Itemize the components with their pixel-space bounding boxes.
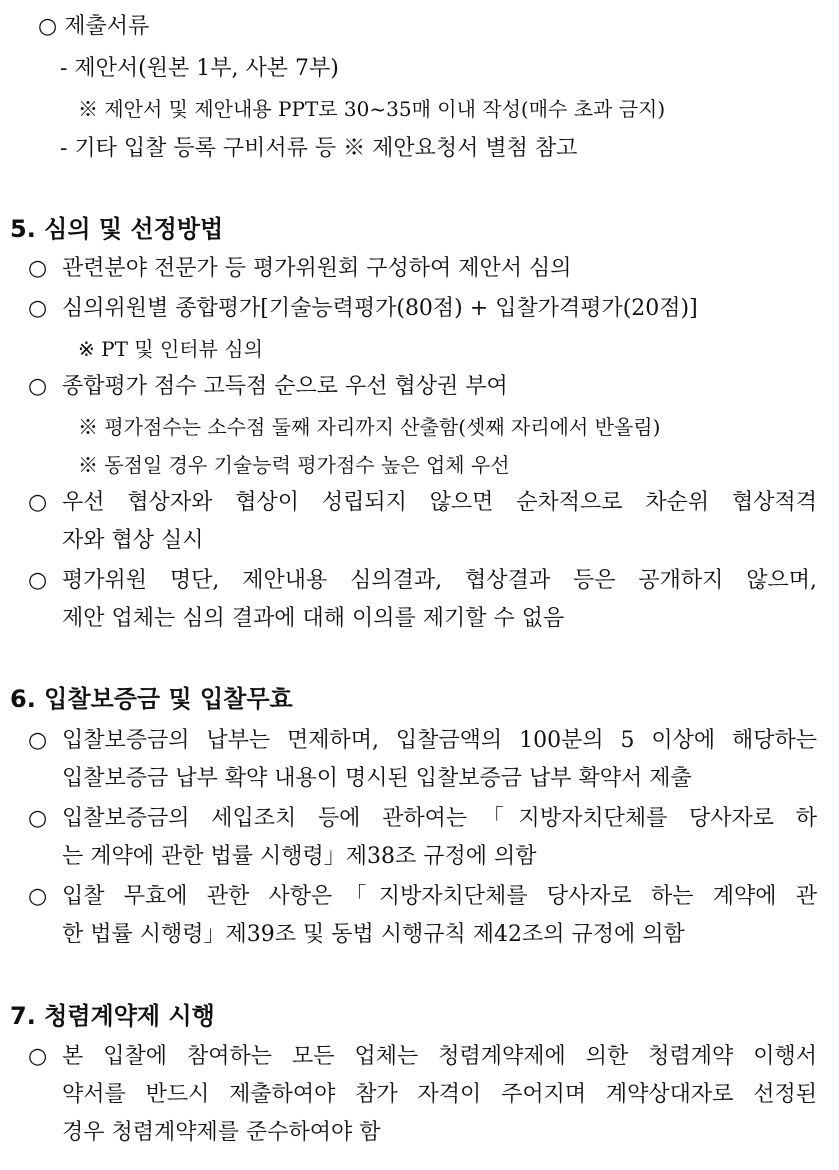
list-item: [28, 566, 817, 596]
list-item: [28, 1042, 817, 1072]
list-item-text: 본 입찰에 참여하는 모든 업체는 청렴계약제에 의한 청렴계약 이행서: [62, 1044, 817, 1069]
list-item-text: 관련분야 전문가 등 평가위원회 구성하여 제안서 심의: [62, 256, 572, 281]
bullet-circle-icon: ○: [28, 884, 48, 909]
bullet-circle-icon: ○: [28, 806, 48, 831]
list-item-continuation: 는 계약에 관한 법률 시행령」제38조 규정에 의함: [62, 844, 537, 869]
list-item: [28, 726, 817, 756]
bullet-circle-icon: ○: [28, 374, 48, 399]
list-item: [28, 882, 817, 912]
list-item-continuation: 입찰보증금 납부 확약 내용이 명시된 입찰보증금 납부 확약서 제출: [62, 766, 692, 791]
list-item-text: 입찰 무효에 관한 사항은「지방자치단체를 당사자로 하는 계약에 관: [62, 884, 817, 909]
section-6-heading: 6. 입찰보증금 및 입찰무효: [10, 685, 293, 713]
pt-interview-note: ※ PT 및 인터뷰 심의: [78, 337, 263, 361]
submission-docs-bullet: ○ 제출서류: [38, 14, 150, 39]
list-item-text: 평가위원 명단, 제안내용 심의결과, 협상결과 등은 공개하지 않으며,: [62, 568, 817, 593]
list-item-continuation: 한 법률 시행령」제39조 및 동법 시행규칙 제42조의 규정에 의함: [62, 922, 685, 947]
list-item-continuation: [62, 1080, 817, 1110]
bullet-circle-icon: ○: [28, 256, 48, 281]
bullet-circle-icon: ○: [28, 568, 48, 593]
list-item-text: 약서를 반드시 제출하여야 참가 자격이 주어지며 계약상대자로 선정된: [62, 1082, 817, 1107]
rounding-note: ※ 평가점수는 소수점 둘째 자리까지 산출함(셋째 자리에서 반올림): [78, 415, 661, 439]
list-item-continuation: 자와 협상 실시: [62, 528, 204, 553]
proposal-copies-item: - 제안서(원본 1부, 사본 7부): [60, 56, 339, 81]
list-item: [28, 372, 839, 402]
list-item: [28, 254, 839, 284]
list-item-continuation: 제안 업체는 심의 결과에 대해 이의를 제기할 수 없음: [62, 606, 565, 631]
section-5-heading: 5. 심의 및 선정방법: [10, 215, 224, 243]
bullet-circle-icon: ○: [28, 490, 48, 515]
list-item: [28, 294, 839, 324]
section-7-heading: 7. 청렴계약제 시행: [10, 1002, 215, 1030]
list-item-text: 종합평가 점수 고득점 순으로 우선 협상권 부여: [62, 374, 508, 399]
other-docs-item: - 기타 입찰 등록 구비서류 등 ※ 제안요청서 별첨 참고: [60, 136, 578, 161]
list-item-text: 입찰보증금의 납부는 면제하며, 입찰금액의 100분의 5 이상에 해당하는: [62, 728, 817, 753]
ppt-page-note: ※ 제안서 및 제안내용 PPT로 30~35매 이내 작성(매수 초과 금지): [78, 97, 666, 121]
list-item-text: 심의위원별 종합평가[기술능력평가(80점) + 입찰가격평가(20점)]: [62, 296, 698, 321]
list-item-continuation: 경우 청렴계약제를 준수하여야 함: [62, 1120, 381, 1145]
bullet-circle-icon: ○: [28, 296, 48, 321]
list-item: [28, 804, 817, 834]
list-item-text: 입찰보증금의 세입조치 등에 관하여는「지방자치단체를 당사자로 하: [62, 806, 817, 831]
tie-break-note: ※ 동점일 경우 기술능력 평가점수 높은 업체 우선: [78, 453, 510, 477]
bullet-circle-icon: ○: [28, 728, 48, 753]
list-item: [28, 488, 817, 518]
list-item-text: 우선 협상자와 협상이 성립되지 않으면 순차적으로 차순위 협상적격: [62, 490, 817, 515]
bullet-circle-icon: ○: [28, 1044, 48, 1069]
